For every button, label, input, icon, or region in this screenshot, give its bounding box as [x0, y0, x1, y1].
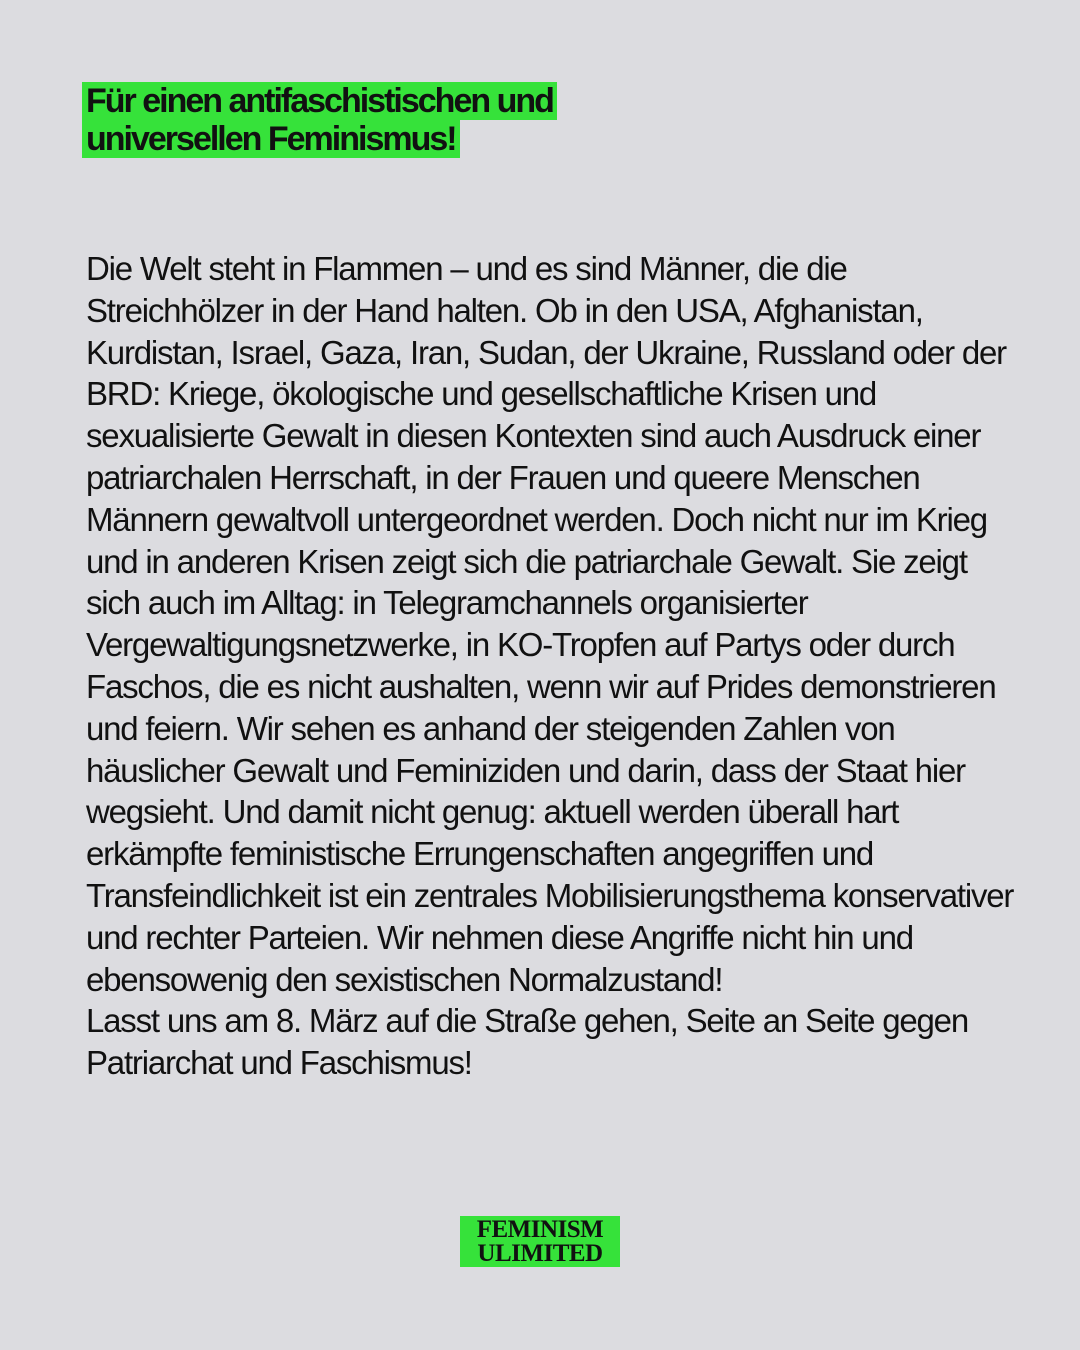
body-paragraph-2: Lasst uns am 8. März auf die Straße gehen, Seite an Seite gegen Patriarchat und Faschismus! [86, 1002, 968, 1082]
logo-line-2: ULIMITED [477, 1239, 603, 1267]
body-text [86, 248, 1026, 1084]
title-line-2: universellen Feminismus! [82, 120, 460, 158]
logo-line-1: FEMINISM [476, 1215, 604, 1243]
feminism-unlimited-logo [460, 1216, 620, 1267]
page-title [82, 82, 782, 158]
body-paragraph-1: Die Welt steht in Flammen – und es sind Männer, die die Streichhölzer in der Hand halten. Ob in den USA, Afghanistan, Kurdistan, Israel, Gaza, Iran, Sudan, der Ukraine, Russland oder der BRD: Kriege, ökologische und gesellschaftliche Krisen und sexualisierte Gewalt in diesen Kontexten sind auch Ausdruck einer patriarchalen Herrschaft, in der Frauen und queere Menschen Männern gewaltvoll untergeordnet werden. Doch nicht nur im Krieg und in anderen Krisen zeigt sich die patriarchale Gewalt. Sie zeigt sich auch im Alltag: in Telegramchannels organisierter Vergewaltigungsnetzwerke, in KO-Tropfen auf Partys oder durch Faschos, die es nicht aushalten, wenn wir auf Prides demonstrieren und feiern. Wir sehen es anhand der steigenden Zahlen von häuslicher Gewalt und Feminiziden und darin, dass der Staat hier wegsieht. Und damit nicht genug: aktuell werden überall hart erkämpfte feministische Errungenschaften angegriffen und Transfeindlichkeit ist ein zentrales Mobilisierungsthema konservativer und rechter Parteien. Wir nehmen diese Angriffe nicht hin und ebensowenig den sexistischen Normalzustand! [86, 250, 1014, 998]
title-line-1: Für einen antifaschistischen und [82, 82, 557, 120]
